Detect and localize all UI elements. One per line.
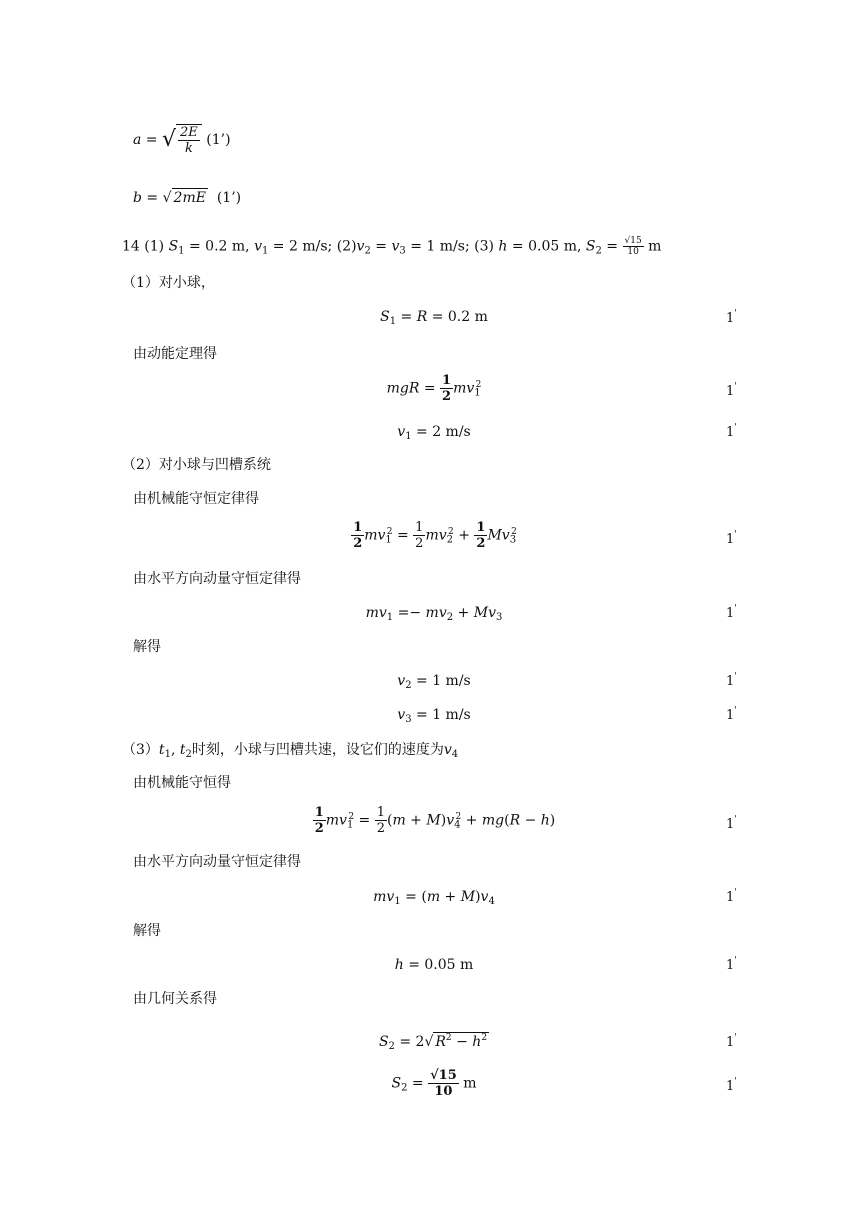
eq-h: h = 0.05 m [394,957,474,973]
score-mark: 1' [726,888,737,905]
score-mark: 1' [726,309,737,326]
formula-b: b = √ 2mE (1’) [133,190,242,206]
eq-energy-conservation-3: $\frac{1}{2}$ $mv_1^2$ = $\frac{1}{2}$ $(m + M)v_4^2 + mg(R - h)$ [314,805,556,836]
score-mark: 1' [726,530,737,547]
score-mark: 1' [726,706,737,723]
eq-v1: $v_1 = 2$ m/s [397,424,471,442]
step-2-intro: （2）对小球与凹槽系统 [122,457,271,473]
score-mark: 1' [726,1077,737,1094]
step-3-energy: 由机械能守恒得 [133,775,231,791]
step-2-solve: 解得 [133,639,161,655]
score-mark: 1' [726,815,737,832]
score-mark: 1' [726,672,737,689]
step-1-intro: （1）对小球， [122,275,215,291]
step-2-momentum: 由水平方向动量守恒定律得 [133,571,301,587]
eq-energy-conservation: $\frac{1}{2}$ $mv_1^2$ = $\frac{1}{2}$ $mv_2^2$ + $\frac{1}{2}$ $Mv_3^2$ [353,520,517,551]
eq-v2: $v_2 = 1$ m/s [397,673,471,691]
score-mark: 1' [726,382,737,399]
eq-s2-value: $S_2$ = $\frac{√15}{10}$ m [391,1068,477,1099]
score-mark: 1' [726,956,737,973]
step-3-solve: 解得 [133,923,161,939]
step-3-momentum: 由水平方向动量守恒定律得 [133,854,301,870]
eq-kinetic-energy: mgR = $\frac{1}{2}$ $mv_1^2$ [386,373,482,404]
step-2-energy: 由机械能守恒定律得 [133,491,259,507]
score-mark: 1' [726,1033,737,1050]
step-3-geometry: 由几何关系得 [133,991,217,1007]
step-1-kinetic: 由动能定理得 [133,346,217,362]
eq-momentum-3: $mv_1 = (m + M)v_4$ [373,889,495,907]
score-mark: 1' [726,604,737,621]
eq-s1: $S_1 = R = 0.2$ m [380,309,488,327]
formula-b-score: (1’) [216,190,242,206]
score-mark: 1' [726,423,737,440]
eq-momentum: $mv_1 =- mv_2 + Mv_3$ [365,605,503,623]
formula-a-score: (1’) [206,132,231,148]
answer-summary: 14 (1) $S_1 = 0.2$ m, $v_1 = 2$ m/s; $(2)v_2 = v_3 = 1$ m/s; (3) h = 0.05 m, $S_2$ = $\frac{√15}{10}$ m [122,236,662,257]
eq-s2-root: $S_2 = 2√$ $R^2 - h^2$ [378,1033,488,1052]
part2-label: (2) [336,238,357,255]
eq-v3: $v_3 = 1$ m/s [397,707,471,725]
part3-label: (3) [474,238,494,255]
formula-a: a = √ $\frac{2E}{k}$ (1’) [133,125,231,156]
step-3-intro: $(3)t_1$, $t_2$时刻，小球与凹槽共速，设它们的速度为$v_4$ [122,742,459,760]
question-number: 14 (1) [122,238,165,255]
